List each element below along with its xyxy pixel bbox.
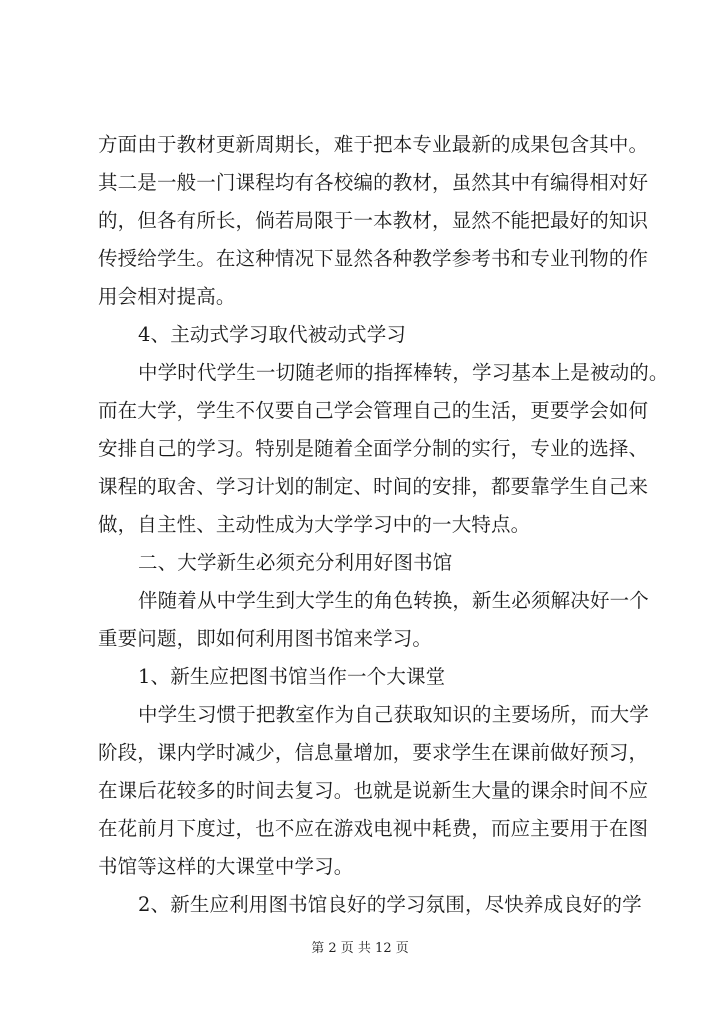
text-line: 阶段，课内学时减少，信息量增加，要求学生在课前做好预习，: [98, 741, 649, 764]
text-line: 书馆等这样的大课堂中学习。: [98, 855, 354, 878]
section-heading: 2、新生应利用图书馆良好的学习氛围，尽快养成良好的学: [138, 893, 642, 916]
text-line: 传授给学生。在这种情况下显然各种教学参考书和专业刊物的作: [98, 247, 649, 270]
text-line: 重要问题，即如何利用图书馆来学习。: [98, 627, 433, 650]
text-line: 安排自己的学习。特别是随着全面学分制的实行，专业的选择、: [98, 437, 649, 460]
text-line: 用会相对提高。: [98, 285, 236, 308]
text-line: 课程的取舍、学习计划的制定、时间的安排，都要靠学生自己来: [98, 475, 649, 498]
page-number-footer: 第 2 页 共 12 页: [311, 941, 409, 956]
text-line: 方面由于教材更新周期长，难于把本专业最新的成果包含其中。: [98, 133, 649, 156]
section-heading: 二、大学新生必须充分利用好图书馆: [138, 551, 453, 574]
body-text: [98, 126, 669, 924]
text-line: 在花前月下度过，也不应在游戏电视中耗费，而应主要用于在图: [98, 817, 649, 840]
section-heading: 4、主动式学习取代被动式学习: [138, 323, 407, 346]
text-line: 在课后花较多的时间去复习。也就是说新生大量的课余时间不应: [98, 779, 649, 802]
text-line: 做，自主性、主动性成为大学学习中的一大特点。: [98, 513, 531, 536]
text-line: 的，但各有所长，倘若局限于一本教材，显然不能把最好的知识: [98, 209, 649, 232]
section-heading: 1、新生应把图书馆当作一个大课堂: [138, 665, 446, 688]
text-line: 而在大学，学生不仅要自己学会管理自己的生活，更要学会如何: [98, 399, 649, 422]
text-line: 伴随着从中学生到大学生的角色转换，新生必须解决好一个: [138, 589, 649, 612]
text-line: 其二是一般一门课程均有各校编的教材，虽然其中有编得相对好: [98, 171, 649, 194]
text-line: 中学时代学生一切随老师的指挥棒转，学习基本上是被动的。: [138, 361, 669, 384]
text-line: 中学生习惯于把教室作为自己获取知识的主要场所，而大学: [138, 703, 649, 726]
